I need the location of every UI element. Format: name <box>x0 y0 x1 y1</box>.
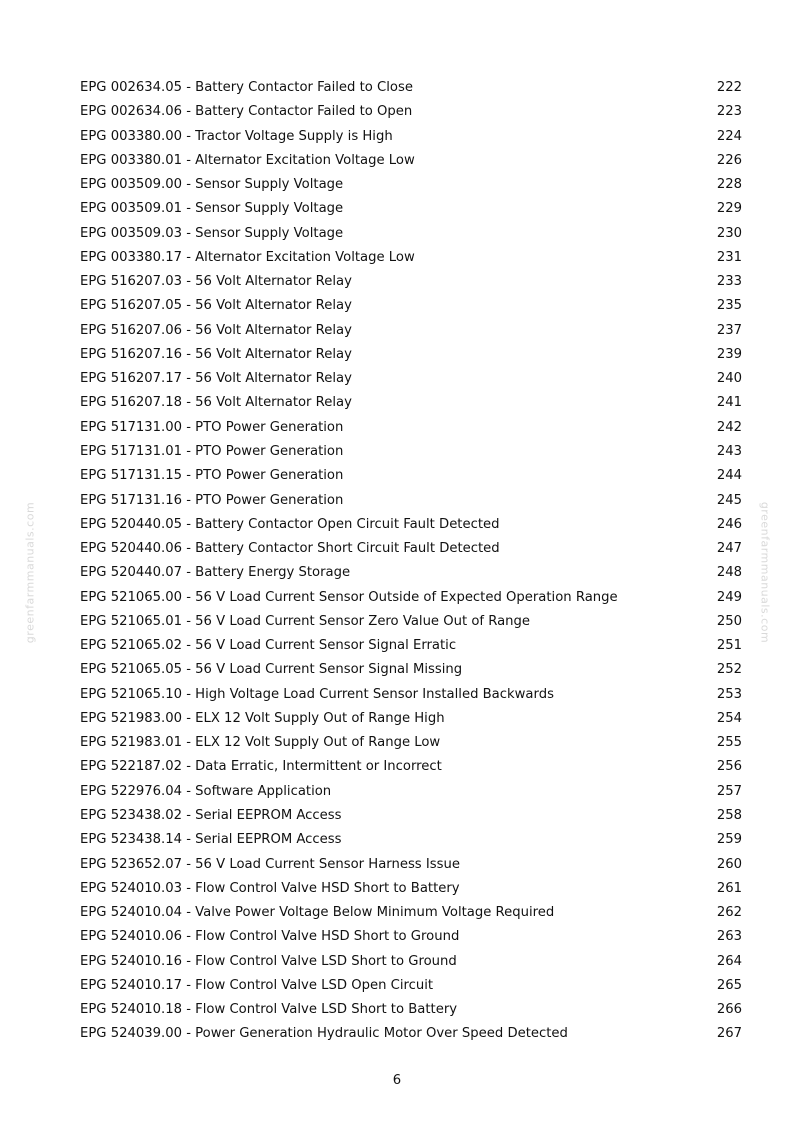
toc-entry[interactable] <box>80 319 742 343</box>
toc-entry[interactable] <box>80 489 742 513</box>
toc-entry-title: EPG 003380.00 - Tractor Voltage Supply is High <box>80 128 393 144</box>
toc-entry-title: EPG 521065.05 - 56 V Load Current Sensor Signal Missing <box>80 662 463 678</box>
toc-entry[interactable] <box>80 998 742 1022</box>
toc-entry[interactable] <box>80 76 742 100</box>
toc-entry-page-number: 265 <box>716 977 742 993</box>
toc-entry[interactable] <box>80 464 742 488</box>
toc-entry-title: EPG 522187.02 - Data Erratic, Intermittent or Incorrect <box>80 759 442 775</box>
toc-entry[interactable] <box>80 440 742 464</box>
toc-entry[interactable] <box>80 246 742 270</box>
toc-entry[interactable] <box>80 634 742 658</box>
toc-entry-title: EPG 516207.05 - 56 Volt Alternator Relay <box>80 298 352 314</box>
toc-entry[interactable] <box>80 828 742 852</box>
toc-entry-page-number: 244 <box>716 468 742 484</box>
toc-entry[interactable] <box>80 658 742 682</box>
toc-entry-title: EPG 516207.16 - 56 Volt Alternator Relay <box>80 346 352 362</box>
toc-entry-page-number: 251 <box>716 638 742 654</box>
toc-entry[interactable] <box>80 222 742 246</box>
toc-entry[interactable] <box>80 731 742 755</box>
toc-entry[interactable] <box>80 100 742 124</box>
toc-entry-page-number: 266 <box>716 1002 742 1018</box>
toc-entry[interactable] <box>80 294 742 318</box>
toc-entry[interactable] <box>80 513 742 537</box>
toc-entry-title: EPG 520440.06 - Battery Contactor Short Circuit Fault Detected <box>80 541 500 557</box>
toc-entry[interactable] <box>80 804 742 828</box>
toc-entry-title: EPG 517131.01 - PTO Power Generation <box>80 443 344 459</box>
toc-entry-page-number: 267 <box>716 1026 742 1042</box>
toc-entry-page-number: 252 <box>716 662 742 678</box>
toc-entry-title: EPG 003509.01 - Sensor Supply Voltage <box>80 201 344 217</box>
toc-entry-title: EPG 521065.00 - 56 V Load Current Sensor Outside of Expected Operation Range <box>80 589 618 605</box>
toc-entry-page-number: 259 <box>716 832 742 848</box>
toc-entry[interactable] <box>80 974 742 998</box>
toc-entry-title: EPG 523652.07 - 56 V Load Current Sensor Harness Issue <box>80 856 460 872</box>
toc-entry-title: EPG 521983.00 - ELX 12 Volt Supply Out of Range High <box>80 710 445 726</box>
toc-entry-page-number: 233 <box>716 274 742 290</box>
toc-entry[interactable] <box>80 561 742 585</box>
toc-entry-title: EPG 523438.02 - Serial EEPROM Access <box>80 807 342 823</box>
toc-entry-page-number: 260 <box>716 856 742 872</box>
toc-entry[interactable] <box>80 270 742 294</box>
toc-entry-title: EPG 003380.17 - Alternator Excitation Voltage Low <box>80 249 415 265</box>
toc-entry-page-number: 243 <box>716 443 742 459</box>
toc-entry-page-number: 254 <box>716 710 742 726</box>
toc-entry[interactable] <box>80 367 742 391</box>
toc-entry[interactable] <box>80 586 742 610</box>
toc-entry-title: EPG 524010.04 - Valve Power Voltage Below Minimum Voltage Required <box>80 905 555 921</box>
toc-entry[interactable] <box>80 1022 742 1046</box>
toc-entry-page-number: 228 <box>716 177 742 193</box>
toc-entry[interactable] <box>80 950 742 974</box>
toc-entry-page-number: 246 <box>716 516 742 532</box>
toc-entry[interactable] <box>80 173 742 197</box>
toc-entry-title: EPG 003509.00 - Sensor Supply Voltage <box>80 177 344 193</box>
toc-entry-page-number: 230 <box>716 225 742 241</box>
toc-entry-page-number: 255 <box>716 735 742 751</box>
toc-entry-title: EPG 517131.16 - PTO Power Generation <box>80 492 344 508</box>
toc-entry-title: EPG 524039.00 - Power Generation Hydraulic Motor Over Speed Detected <box>80 1026 568 1042</box>
toc-entry-title: EPG 520440.05 - Battery Contactor Open Circuit Fault Detected <box>80 516 500 532</box>
toc-entry-title: EPG 516207.17 - 56 Volt Alternator Relay <box>80 371 352 387</box>
toc-entry-page-number: 248 <box>716 565 742 581</box>
toc-entry-page-number: 241 <box>716 395 742 411</box>
toc-entry-page-number: 239 <box>716 346 742 362</box>
watermark-left: greenfarmmanuals.com <box>23 501 37 644</box>
toc-entry[interactable] <box>80 925 742 949</box>
toc-entry[interactable] <box>80 853 742 877</box>
toc-entry-page-number: 245 <box>716 492 742 508</box>
toc-entry-page-number: 242 <box>716 419 742 435</box>
toc-entry-page-number: 231 <box>716 249 742 265</box>
toc-entry[interactable] <box>80 610 742 634</box>
toc-entry[interactable] <box>80 877 742 901</box>
toc-entry-page-number: 240 <box>716 371 742 387</box>
toc-entry-page-number: 249 <box>716 589 742 605</box>
toc-entry-page-number: 258 <box>716 807 742 823</box>
toc-entry-page-number: 222 <box>716 80 742 95</box>
toc-entry[interactable] <box>80 901 742 925</box>
toc-entry-title: EPG 002634.06 - Battery Contactor Failed to Open <box>80 104 413 120</box>
toc-entry-title: EPG 517131.15 - PTO Power Generation <box>80 468 344 484</box>
toc-entry-page-number: 256 <box>716 759 742 775</box>
toc-entry-title: EPG 003380.01 - Alternator Excitation Voltage Low <box>80 152 415 168</box>
toc-entry-page-number: 226 <box>716 152 742 168</box>
toc-entry[interactable] <box>80 125 742 149</box>
watermark-right: greenfarmmanuals.com <box>758 501 772 644</box>
toc-entry-page-number: 224 <box>716 128 742 144</box>
toc-entry-page-number: 253 <box>716 686 742 702</box>
toc-entry-title: EPG 524010.18 - Flow Control Valve LSD Short to Battery <box>80 1002 458 1018</box>
toc-entry-title: EPG 516207.18 - 56 Volt Alternator Relay <box>80 395 352 411</box>
toc-entry-title: EPG 524010.17 - Flow Control Valve LSD Open Circuit <box>80 977 434 993</box>
toc-entry-page-number: 229 <box>716 201 742 217</box>
toc-entry-title: EPG 524010.06 - Flow Control Valve HSD Short to Ground <box>80 929 460 945</box>
toc-entry-page-number: 261 <box>716 880 742 896</box>
toc-entry-title: EPG 517131.00 - PTO Power Generation <box>80 419 344 435</box>
toc-entry[interactable] <box>80 780 742 804</box>
page-number: 6 <box>392 1073 402 1088</box>
toc-entry-title: EPG 002634.05 - Battery Contactor Failed to Close <box>80 80 413 95</box>
toc-entry-page-number: 237 <box>716 322 742 338</box>
toc-entry-title: EPG 516207.03 - 56 Volt Alternator Relay <box>80 274 352 290</box>
toc-entry[interactable] <box>80 149 742 173</box>
toc-entry-page-number: 250 <box>716 613 742 629</box>
toc-entry-title: EPG 522976.04 - Software Application <box>80 783 332 799</box>
toc-entry[interactable] <box>80 755 742 779</box>
toc-entry-page-number: 257 <box>716 783 742 799</box>
toc-entry-title: EPG 523438.14 - Serial EEPROM Access <box>80 832 342 848</box>
toc-entry-page-number: 223 <box>716 104 742 120</box>
toc-entry-title: EPG 516207.06 - 56 Volt Alternator Relay <box>80 322 352 338</box>
toc-entry[interactable] <box>80 416 742 440</box>
toc-entry-page-number: 263 <box>716 929 742 945</box>
toc-entry-page-number: 235 <box>716 298 742 314</box>
toc-entry[interactable] <box>80 391 742 415</box>
toc-entry-title: EPG 521065.02 - 56 V Load Current Sensor Signal Erratic <box>80 638 457 654</box>
toc-entry[interactable] <box>80 197 742 221</box>
toc-entry-page-number: 264 <box>716 953 742 969</box>
toc-entry-page-number: 247 <box>716 541 742 557</box>
toc-entry-title: EPG 524010.03 - Flow Control Valve HSD Short to Battery <box>80 880 460 896</box>
toc-entry-page-number: 262 <box>716 905 742 921</box>
toc-entry[interactable] <box>80 537 742 561</box>
toc-entry[interactable] <box>80 707 742 731</box>
toc-entry-title: EPG 521065.01 - 56 V Load Current Sensor Zero Value Out of Range <box>80 613 531 629</box>
toc-entry[interactable] <box>80 343 742 367</box>
toc-entry-title: EPG 003509.03 - Sensor Supply Voltage <box>80 225 344 241</box>
toc-entry[interactable] <box>80 683 742 707</box>
table-of-contents <box>80 76 742 1047</box>
toc-entry-title: EPG 521065.10 - High Voltage Load Current Sensor Installed Backwards <box>80 686 554 702</box>
toc-entry-title: EPG 524010.16 - Flow Control Valve LSD Short to Ground <box>80 953 457 969</box>
toc-entry-title: EPG 521983.01 - ELX 12 Volt Supply Out of Range Low <box>80 735 441 751</box>
toc-entry-title: EPG 520440.07 - Battery Energy Storage <box>80 565 351 581</box>
